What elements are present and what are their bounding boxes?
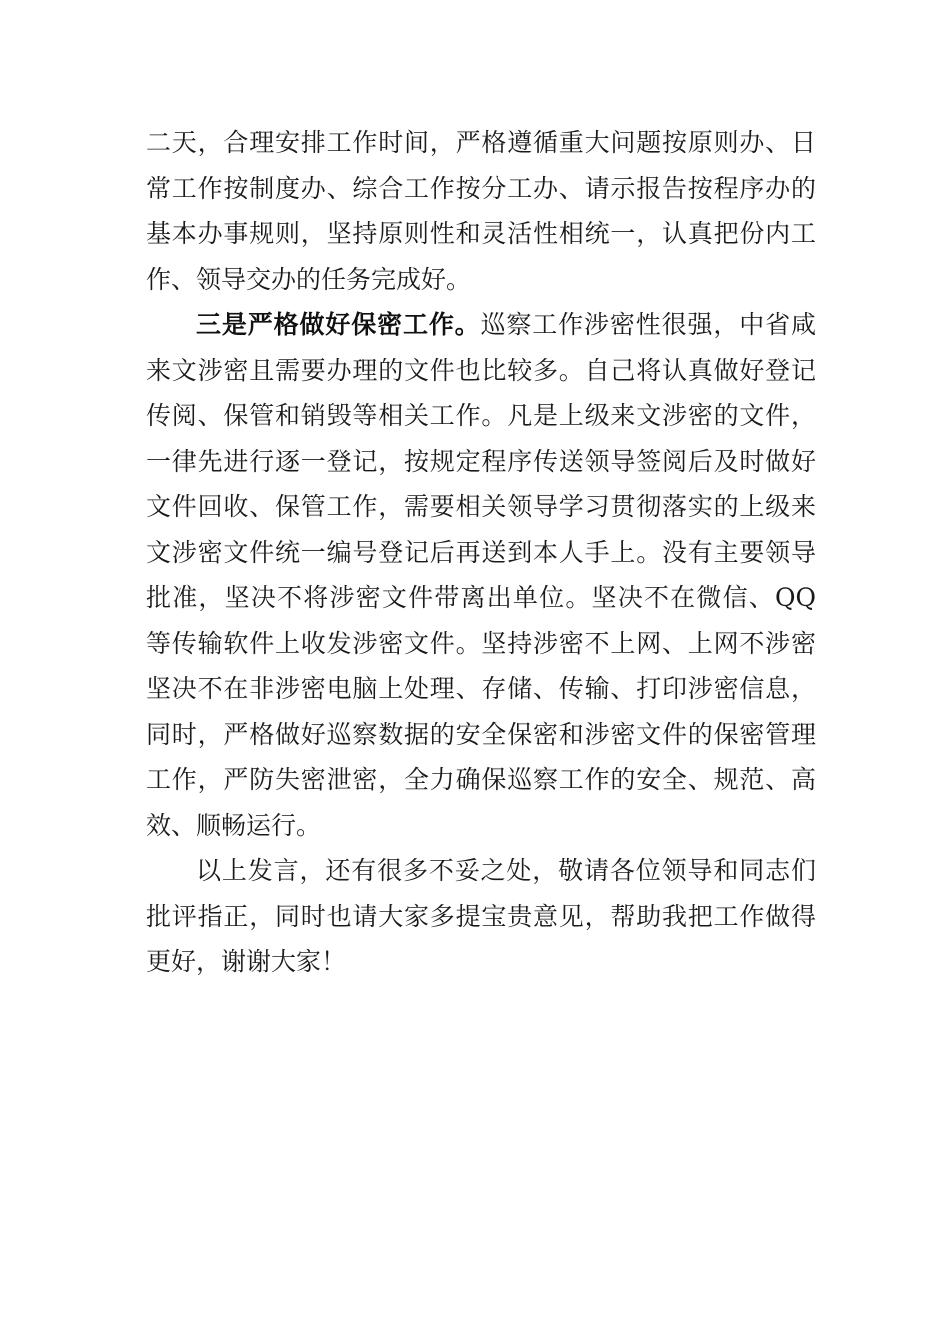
paragraph-line: 二天，合理安排工作时间，严格遵循重大问题按原则办、日 [146,128,816,157]
paragraph-line: 坚决不在非涉密电脑上处理、存储、传输、打印涉密信息， [146,674,816,703]
paragraph-line: 批评指正，同时也请大家多提宝贵意见，帮助我把工作做得 [146,901,816,931]
paragraph-line-rest: 巡察工作涉密性很强，中省咸 [480,310,816,339]
paragraph-first-line [146,302,816,348]
paragraph-line: 效、顺畅运行。 [146,810,322,840]
paragraph-line: 一律先进行逐一登记，按规定程序传送领导签阅后及时做好 [146,446,816,476]
paragraph-line: 工作，严防失密泄密，全力确保巡察工作的安全、规范、高 [146,765,816,794]
section-heading: 三是严格做好保密工作。 [196,310,481,339]
paragraph-line: 更好，谢谢大家！ [146,947,347,976]
paragraph-line: 文件回收、保管工作，需要相关领导学习贯彻落实的上级来 [146,492,816,521]
paragraph-line: 以上发言，还有很多不妥之处，敬请各位领导和同志们 [196,856,816,885]
paragraph-line: 批准，坚决不将涉密文件带离出单位。坚决不在微信、QQ [146,583,816,612]
paragraph-line: 基本办事规则，坚持原则性和灵活性相统一，认真把份内工 [146,219,816,248]
paragraph-line: 文涉密文件统一编号登记后再送到本人手上。没有主要领导 [146,537,816,567]
paragraph-line: 作、领导交办的任务完成好。 [146,264,472,294]
paragraph-confidentiality [146,302,816,848]
paragraph-work-rules [146,120,816,302]
document-body [146,120,816,985]
paragraph-closing [146,848,816,985]
paragraph-line: 来文涉密且需要办理的文件也比较多。自己将认真做好登记 [146,355,816,385]
paragraph-line: 传阅、保管和销毁等相关工作。凡是上级来文涉密的文件， [146,401,816,430]
paragraph-line: 常工作按制度办、综合工作按分工办、请示报告按程序办的 [146,173,816,203]
paragraph-line: 等传输软件上收发涉密文件。坚持涉密不上网、上网不涉密 [146,628,816,658]
paragraph-line: 同时，严格做好巡察数据的安全保密和涉密文件的保密管理 [146,719,816,749]
